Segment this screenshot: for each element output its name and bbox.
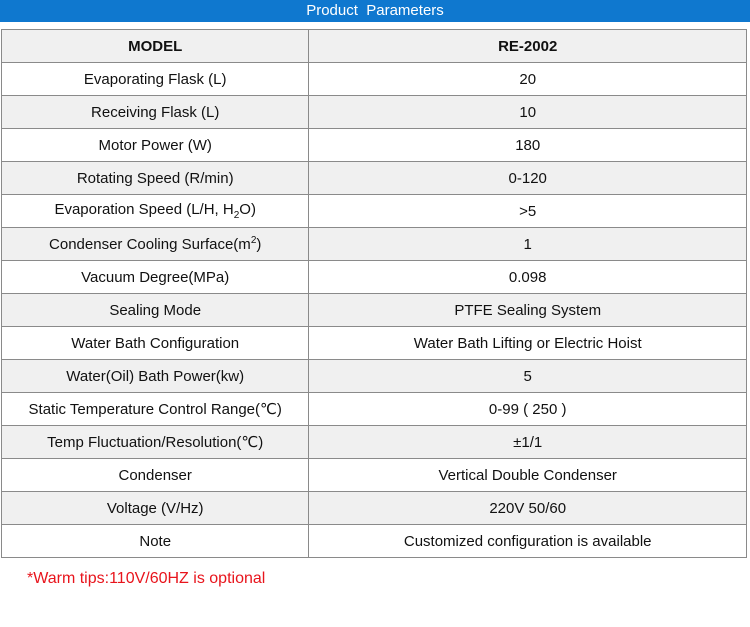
label-text: O): [239, 201, 256, 218]
param-value: >5: [309, 195, 747, 228]
table-row: [2, 96, 747, 129]
param-value: 0-99 ( 250 ): [309, 393, 747, 426]
param-label: Evaporating Flask (L): [2, 63, 309, 96]
table-header-row: [2, 30, 747, 63]
label-text: Condenser Cooling Surface(m: [49, 236, 251, 253]
param-label: Rotating Speed (R/min): [2, 162, 309, 195]
label-superscript: 2: [250, 235, 257, 246]
param-value: PTFE Sealing System: [309, 294, 747, 327]
param-label: Condenser: [2, 459, 309, 492]
param-value: Water Bath Lifting or Electric Hoist: [309, 327, 747, 360]
param-label: [2, 195, 309, 228]
model-label: MODEL: [2, 30, 309, 63]
table-row: [2, 492, 747, 525]
param-label: Receiving Flask (L): [2, 96, 309, 129]
param-label: Voltage (V/Hz): [2, 492, 309, 525]
table-row: [2, 261, 747, 294]
table-row: [2, 426, 747, 459]
table-row: [2, 525, 747, 558]
param-value: 10: [309, 96, 747, 129]
table-row: [2, 195, 747, 228]
table-row: [2, 459, 747, 492]
product-parameters-banner: Product Parameters: [0, 0, 750, 22]
table-row: [2, 228, 747, 261]
param-label: Temp Fluctuation/Resolution(℃): [2, 426, 309, 459]
table-row: [2, 162, 747, 195]
label-text: Evaporation Speed (L/H, H: [54, 201, 234, 218]
param-label: [2, 228, 309, 261]
param-label: Water(Oil) Bath Power(kw): [2, 360, 309, 393]
param-value: 0-120: [309, 162, 747, 195]
table-row: [2, 129, 747, 162]
param-value: ±1/1: [309, 426, 747, 459]
model-value: RE-2002: [309, 30, 747, 63]
param-value: Vertical Double Condenser: [309, 459, 747, 492]
table-row: [2, 393, 747, 426]
param-value: 20: [309, 63, 747, 96]
param-value: 1: [309, 228, 747, 261]
param-label: Water Bath Configuration: [2, 327, 309, 360]
parameters-table: [1, 29, 747, 558]
table-row: [2, 63, 747, 96]
param-value: 5: [309, 360, 747, 393]
param-value: 180: [309, 129, 747, 162]
param-value: 220V 50/60: [309, 492, 747, 525]
table-row: [2, 360, 747, 393]
label-text: ): [256, 236, 262, 253]
param-value: 0.098: [309, 261, 747, 294]
param-label: Motor Power (W): [2, 129, 309, 162]
param-label: Sealing Mode: [2, 294, 309, 327]
param-value: Customized configuration is available: [309, 525, 747, 558]
table-row: [2, 327, 747, 360]
param-label: Vacuum Degree(MPa): [2, 261, 309, 294]
param-label: Note: [2, 525, 309, 558]
param-label: Static Temperature Control Range(℃): [2, 393, 309, 426]
label-subscript: 2: [233, 210, 240, 221]
table-row: [2, 294, 747, 327]
warm-tips-note: *Warm tips:110V/60HZ is optional: [27, 570, 266, 587]
